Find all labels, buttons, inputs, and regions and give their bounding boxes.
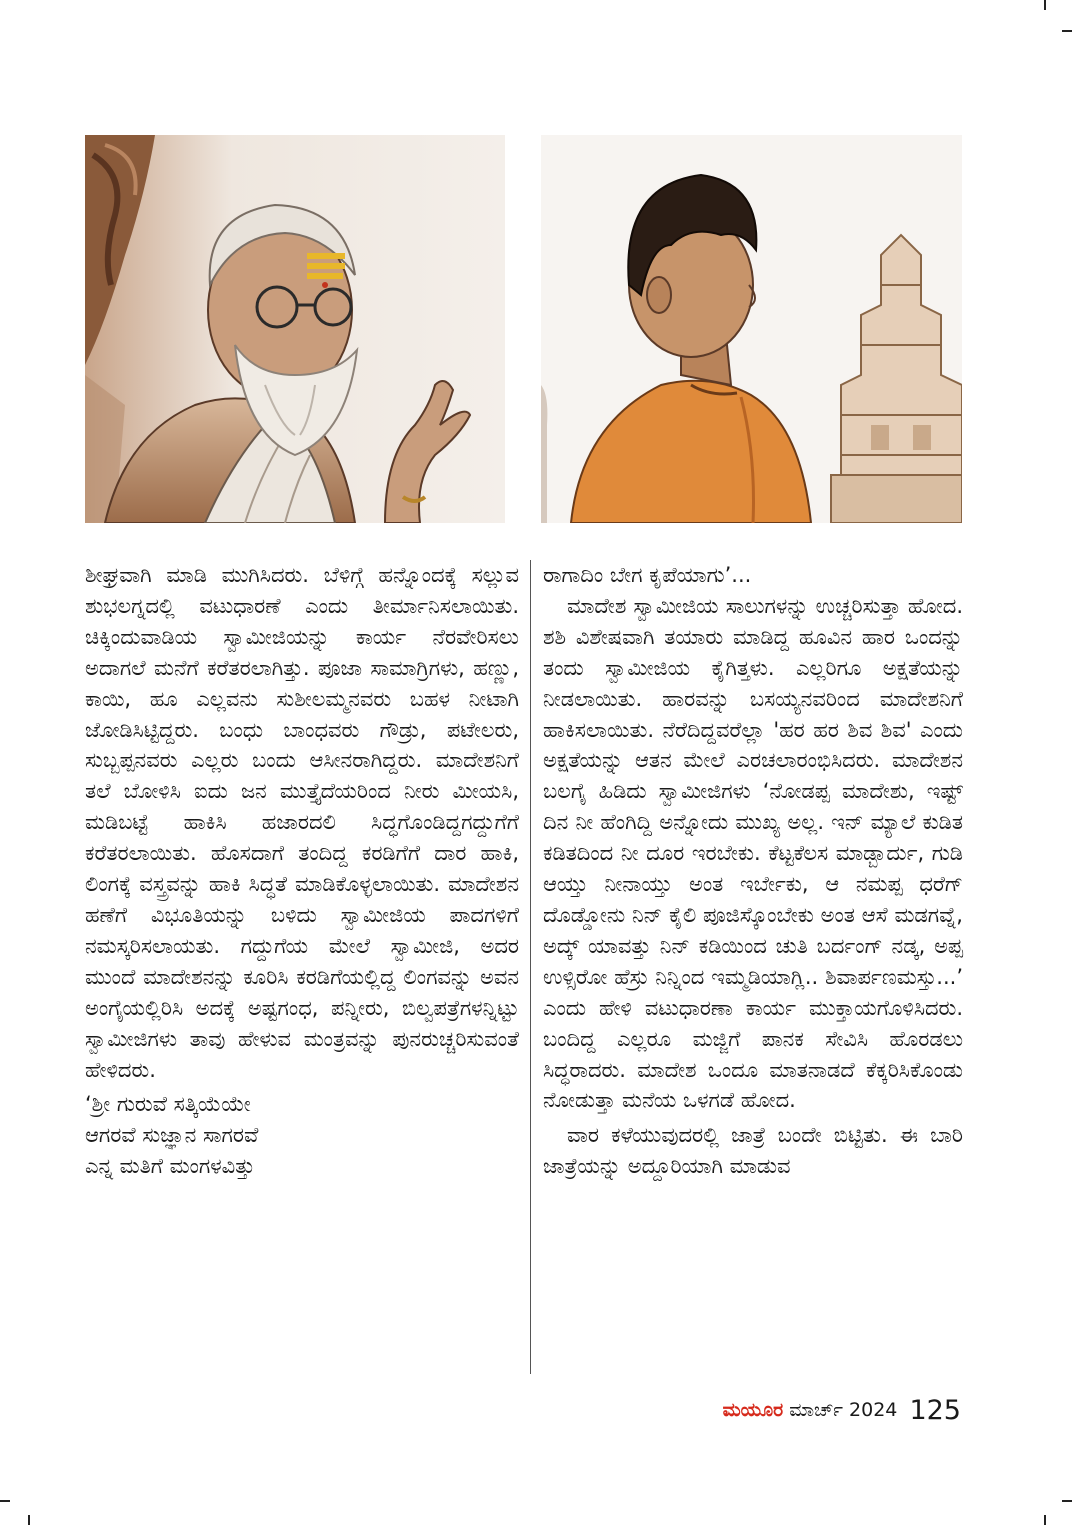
boy-and-temple-illustration: [541, 135, 962, 523]
verse-line: ‘ಶ್ರೀ ಗುರುವೆ ಸತ್ಕಿಯೆಯೇ: [85, 1092, 251, 1117]
body-paragraph: ಶೀಘ್ರವಾಗಿ ಮಾಡಿ ಮುಗಿಸಿದರು. ಬೆಳಿಗ್ಗೆ ಹನ್ನೊಂದಕ್ಕೆ ಸಲ್ಲುವ ಶುಭಲಗ್ನದಲ್ಲಿ ವಟುಧಾರಣೆ ಎಂದು ತೀರ್ಮಾನಿಸಲಾಯಿತು. ಚಿಕ್ಕಿಂದುವಾಡಿಯ ಸ್ವಾಮೀಜಿಯನ್ನು ಕಾರ್ಯ ನೆರವೇರಿಸಲು ಅದಾಗಲೆ ಮನೆಗೆ ಕರೆತರಲಾಗಿತ್ತು. ಪೂಜಾ ಸಾಮಾಗ್ರಿಗಳು, ಹಣ್ಣು, ಕಾಯಿ, ಹೂ ಎಲ್ಲವನು ಸುಶೀಲಮ್ಮನವರು ಬಹಳ ನೀಟಾಗಿ ಜೋಡಿಸಿಟ್ಟಿದ್ದರು. ಬಂಧು ಬಾಂಧವರು ಗೌಡ್ರು, ಪಟೇಲರು, ಸುಬ್ಬಪ್ಪನವರು ಎಲ್ಲರು ಬಂದು ಆಸೀನರಾಗಿದ್ದರು. ಮಾದೇಶನಿಗೆ ತಲೆ ಬೋಳಿಸಿ ಐದು ಜನ ಮುತ್ತೈದೆಯರಿಂದ ನೀರು ಮೀಯಸಿ, ಮಡಿಬಟ್ಟೆ ಹಾಕಿಸಿ ಹಜಾರದಲಿ ಸಿದ್ಧಗೊಂಡಿದ್ದಗದ್ದುಗೆಗೆ ಕರೆತರಲಾಯಿತು. ಹೊಸದಾಗೆ ತಂದಿದ್ದ ಕರಡಿಗೆಗೆ ದಾರ ಹಾಕಿ, ಲಿಂಗಕ್ಕೆ ವಸ್ತ್ರವನ್ನು ಹಾಕಿ ಸಿದ್ಧತೆ ಮಾಡಿಕೊಳ್ಳಲಾಯಿತು. ಮಾದೇಶನ ಹಣೆಗೆ ವಿಭೂತಿಯನ್ನು ಬಳಿದು ಸ್ವಾಮೀಜಿಯ ಪಾದಗಳಿಗೆ ನಮಸ್ಕರಿಸಲಾಯತು. ಗದ್ದುಗೆಯ ಮೇಲೆ ಸ್ವಾಮೀಜಿ, ಅದರ ಮುಂದೆ ಮಾದೇಶನನ್ನು ಕೂರಿಸಿ ಕರಡಿಗೆಯಲ್ಲಿದ್ದ ಲಿಂಗವನ್ನು ಅವನ ಅಂಗೈಯಲ್ಲಿರಿಸಿ ಅದಕ್ಕೆ ಅಷ್ಟಗಂಧ, ಪನ್ನೀರು, ಬಿಲ್ವಪತ್ರೆಗಳನ್ನಿಟ್ಟು ಸ್ವಾಮೀಜಿಗಳು ತಾವು ಹೇಳುವ ಮಂತ್ರವನ್ನು ಪುನರುಚ್ಚರಿಸುವಂತೆ ಹೇಳಿದರು.: [85, 563, 519, 1082]
crop-mark: [1062, 1500, 1072, 1502]
magazine-brand: ಮಯೂರ: [722, 1399, 784, 1421]
elderly-swamiji-illustration: [85, 135, 505, 523]
verse-line: ರಾಗಾದಿಂ ಬೇಗ ಕೃಪೆಯಾಗು’...: [543, 563, 752, 587]
body-paragraph: ವಾರ ಕಳೆಯುವುದರಲ್ಲಿ ಜಾತ್ರೆ ಬಂದೇ ಬಿಟ್ಟಿತು. ಈ ಬಾರಿ ಜಾತ್ರೆಯನ್ನು ಅದ್ದೂರಿಯಾಗಿ ಮಾಡುವ: [543, 1123, 963, 1179]
column-divider: [530, 560, 531, 1374]
body-paragraph: ಮಾದೇಶ ಸ್ವಾಮೀಜಿಯ ಸಾಲುಗಳನ್ನು ಉಚ್ಚರಿಸುತ್ತಾ ಹೋದ. ಶಶಿ ವಿಶೇಷವಾಗಿ ತಯಾರು ಮಾಡಿದ್ದ ಹೂವಿನ ಹಾರ ಒಂದನ್ನು ತಂದು ಸ್ವಾಮೀಜಿಯ ಕೈಗಿತ್ತಳು. ಎಲ್ಲರಿಗೂ ಅಕ್ಷತೆಯನ್ನು ನೀಡಲಾಯಿತು. ಹಾರವನ್ನು ಬಸಯ್ಯನವರಿಂದ ಮಾದೇಶನಿಗೆ ಹಾಕಿಸಲಾಯಿತು. ನೆರೆದಿದ್ದವರೆಲ್ಲಾ 'ಹರ ಹರ ಶಿವ ಶಿವ' ಎಂದು ಅಕ್ಷತೆಯನ್ನು ಆತನ ಮೇಲೆ ಎರಚಲಾರಂಭಿಸಿದರು. ಮಾದೇಶನ ಬಲಗೈ ಹಿಡಿದು ಸ್ವಾಮೀಜಿಗಳು ‘ನೋಡಪ್ಪ ಮಾದೇಶು, ಇಷ್ಟ್ ದಿನ ನೀ ಹೆಂಗಿದ್ದಿ ಅನ್ನೋದು ಮುಖ್ಯ ಅಲ್ಲ. ಇನ್ ಮ್ಯಾಲೆ ಕುಡಿತ ಕಡಿತದಿಂದ ನೀ ದೂರ ಇರಬೇಕು. ಕೆಟ್ಟಕೆಲಸ ಮಾಡ್ಬಾರ್ದು, ಗುಡಿ ಆಯ್ತು ನೀನಾಯ್ತು ಅಂತ ಇರ್ಬೇಕು, ಆ ನಮಪ್ಪ ಧರೆಗ್ ದೊಡ್ಡೋನು ನಿನ್ ಕೈಲಿ ಪೂಜಿಸ್ಕೊಂಬೇಕು ಅಂತ ಆಸೆ ಮಡಗವ್ನೆ, ಅದ್ಕ್ ಯಾವತ್ತು ನಿನ್ ಕಡಿಯಿಂದ ಚುತಿ ಬರ್ದಂಗ್ ನಡ್ಕ, ಅಪ್ಪ ಉಳ್ಸಿರೋ ಹೆಸ್ರು ನಿನ್ನಿಂದ ಇಮ್ಮಡಿಯಾಗ್ಲಿ.. ಶಿವಾರ್ಪಣಮಸ್ತು...’ ಎಂದು ಹೇಳಿ ವಟುಧಾರಣಾ ಕಾರ್ಯ ಮುಕ್ತಾಯಗೊಳಿಸಿದರು. ಬಂದಿದ್ದ ಎಲ್ಲರೂ ಮಜ್ಜಿಗೆ ಪಾನಕ ಸೇವಿಸಿ ಹೊರಡಲು ಸಿದ್ಧರಾದರು. ಮಾದೇಶ ಒಂದೂ ಮಾತನಾಡದೆ ಕೆಕ್ಕರಿಸಿಕೊಂಡು ನೋಡುತ್ತಾ ಮನೆಯ ಒಳಗಡೆ ಹೋದ.: [543, 593, 963, 1113]
article-column-left: [85, 560, 519, 1182]
page-footer: [723, 1395, 961, 1426]
issue-date: ಮಾರ್ಚ್ 2024: [789, 1399, 898, 1421]
verse-line: ಆಗರವೆ ಸುಜ್ಞಾನ ಸಾಗರವೆ: [85, 1123, 259, 1148]
article-column-right: [543, 560, 963, 1182]
crop-mark: [1062, 30, 1072, 32]
crop-mark: [1044, 1515, 1046, 1525]
verse-line: ಎನ್ನ ಮತಿಗೆ ಮಂಗಳವಿತ್ತು: [85, 1154, 255, 1179]
crop-mark: [28, 1515, 30, 1525]
page-number: 125: [909, 1395, 961, 1426]
crop-mark: [1044, 0, 1046, 10]
crop-mark: [0, 1500, 10, 1502]
